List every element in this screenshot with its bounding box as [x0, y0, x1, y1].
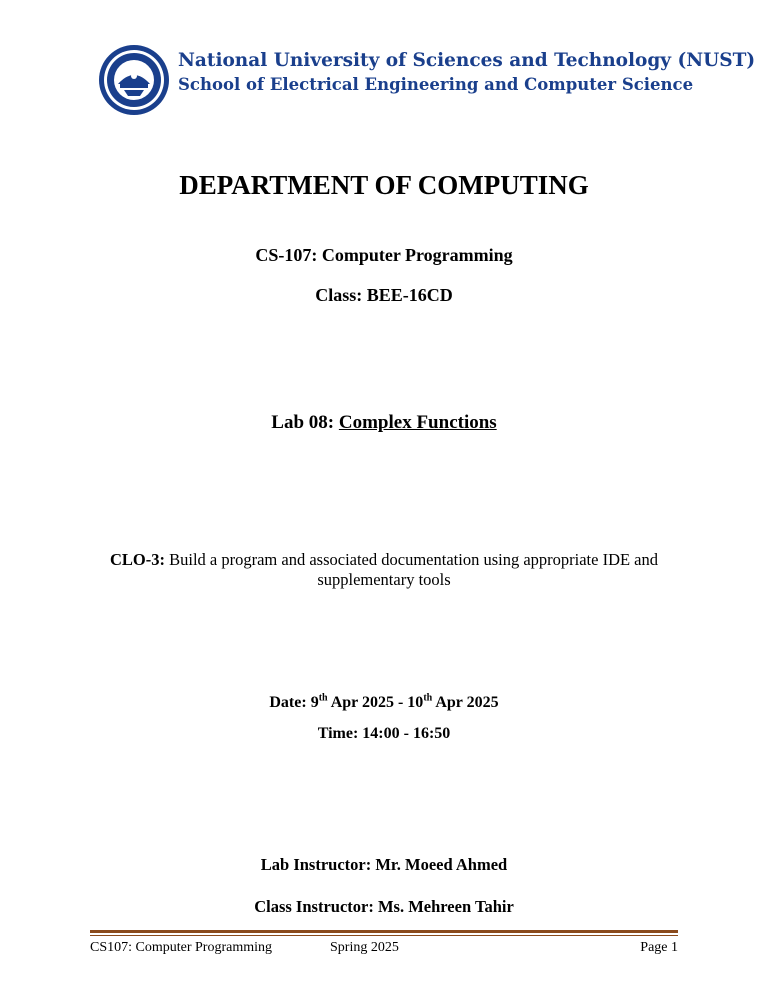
date-sup-1: th	[318, 692, 328, 704]
date-mid: Apr 2025 - 10	[327, 694, 424, 711]
lab-time: Time: 14:00 - 16:50	[317, 725, 451, 742]
clo-text: Build a program and associated documentation using appropriate IDE and supplementary tools	[164, 550, 659, 589]
date-end: Apr 2025	[432, 694, 499, 711]
clo-label: CLO-3:	[109, 550, 165, 569]
footer-semester: Spring 2025	[330, 940, 399, 955]
lab-prefix: Lab 08:	[271, 412, 339, 433]
footer-course: CS107: Computer Programming	[90, 940, 272, 955]
nust-seal-logo-icon	[98, 44, 170, 116]
footer-page-number: Page 1	[640, 940, 678, 955]
footer-rule-thick	[90, 930, 678, 933]
date-label: Date: 9	[269, 694, 319, 711]
school-name: School of Electrical Engineering and Computer Science	[178, 75, 694, 94]
lab-name: Complex Functions	[338, 412, 497, 433]
department-title: DEPARTMENT OF COMPUTING	[179, 170, 589, 200]
lab-title	[0, 412, 768, 434]
university-name: National University of Sciences and Technology (NUST)	[178, 50, 756, 71]
date-sup-2: th	[423, 692, 433, 704]
clo-statement	[90, 550, 678, 590]
lab-date	[0, 694, 768, 712]
class-label: Class: BEE-16CD	[315, 285, 453, 305]
class-instructor: Class Instructor: Ms. Mehreen Tahir	[254, 897, 514, 916]
lab-instructor: Lab Instructor: Mr. Moeed Ahmed	[260, 855, 508, 874]
footer-rule-thin	[90, 935, 678, 936]
course-title: CS-107: Computer Programming	[255, 245, 513, 265]
